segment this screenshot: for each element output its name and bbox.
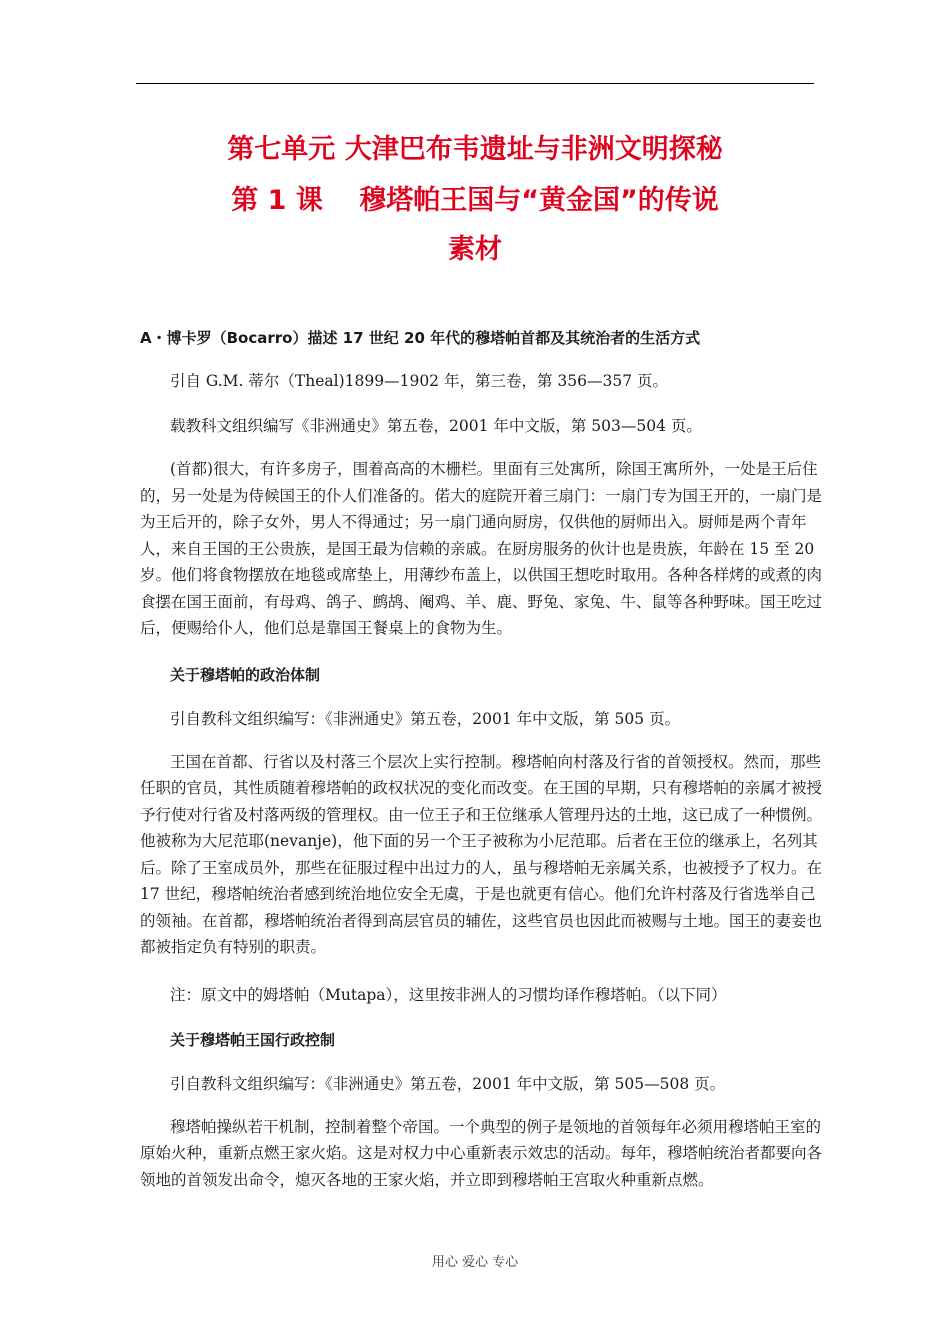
citation: 引自教科文组织编写：《非洲通史》第五卷，2001 年中文版，第 505 页。 [170, 709, 681, 728]
citation: 载教科文组织编写《非洲通史》第五卷，2001 年中文版，第 503—504 页。 [170, 417, 702, 435]
body-paragraph: 王国在首都、行省以及村落三个层次上实行控制。穆塔帕向村落及行省的首领授权。然而，那些任职的官员，其性质随着穆塔帕的政权状况的变化而改变。在王国的早期，只有穆塔帕的亲属才被授予行使对行省及村落两级的管理权。由一位王子和王位继承人管理丹达的土地，这已成了一种惯例。他被称为大尼范耶(nevanje)，他下面的另一个王子被称为小尼范耶。后者在王位的继承上，名列其后。除了王室成员外，那些在征服过程中出过力的人，虽与穆塔帕无亲属关系，也被授予了权力。在 17 世纪，穆塔帕统治者感到统治地位安全无虞，于是也就更有信心。他们允许村落及行省选举自己的领袖。在首都，穆塔帕统治者得到高层官员的辅佐，这些官员也因此而被赐与土地。国王的妻妾也都被指定负有特别的职责。 [140, 752, 823, 956]
section-heading: 关于穆塔帕王国行政控制 [170, 1030, 336, 1049]
section-heading: 关于穆塔帕的政治体制 [170, 665, 321, 684]
note: 注：原文中的姆塔帕（Mutapa），这里按非洲人的习惯均译作穆塔帕。（以下同） [170, 985, 727, 1004]
lesson-title: 第 1 课 穆塔帕王国与“黄金国”的传说 [231, 185, 719, 216]
citation: 引自教科文组织编写：《非洲通史》第五卷，2001 年中文版，第 505—508 页。 [170, 1074, 726, 1093]
unit-title: 第七单元 大津巴布韦遗址与非洲文明探秘 [227, 134, 723, 165]
page-footer: 用心 爱心 专心 [431, 1255, 519, 1270]
header-rule [136, 83, 814, 84]
document-body [140, 318, 830, 1193]
material-title: 素材 [448, 234, 502, 265]
citation: 引自 G.M. 蒂尔（Theal)1899—1902 年，第三卷，第 356—357 页。 [170, 372, 668, 390]
body-paragraph: 穆塔帕操纵若干机制，控制着整个帝国。一个典型的例子是领地的首领每年必须用穆塔帕王室的原始火种，重新点燃王家火焰。这是对权力中心重新表示效忠的活动。每年，穆塔帕统治者都要向各领地的首领发出命令，熄灭各地的王家火焰，并立即到穆塔帕王宫取火种重新点燃。 [140, 1117, 823, 1189]
section-heading: A・博卡罗（Bocarro）描述 17 世纪 20 年代的穆塔帕首都及其统治者的生活方式 [140, 329, 701, 347]
body-paragraph: (首都)很大，有许多房子，围着高高的木栅栏。里面有三处寓所，除国王寓所外，一处是王后住的，另一处是为侍候国王的仆人们准备的。偌大的庭院开着三扇门：一扇门专为国王开的，一扇门是为王后开的，除子女外，男人不得通过；另一扇门通向厨房，仅供他的厨师出入。厨师是两个青年人，来自王国的王公贵族，是国王最为信赖的亲戚。在厨房服务的伙计也是贵族，年龄在 15 至 20 岁。他们将食物摆放在地毯或席垫上，用薄纱布盖上，以供国王想吃时取用。各种各样烤的或煮的肉食摆在国王面前，有母鸡、鸽子、鹧鸪、阉鸡、羊、鹿、野兔、家兔、牛、鼠等各种野味。国王吃过后，便赐给仆人，他们总是靠国王餐桌上的食物为生。 [140, 460, 823, 637]
